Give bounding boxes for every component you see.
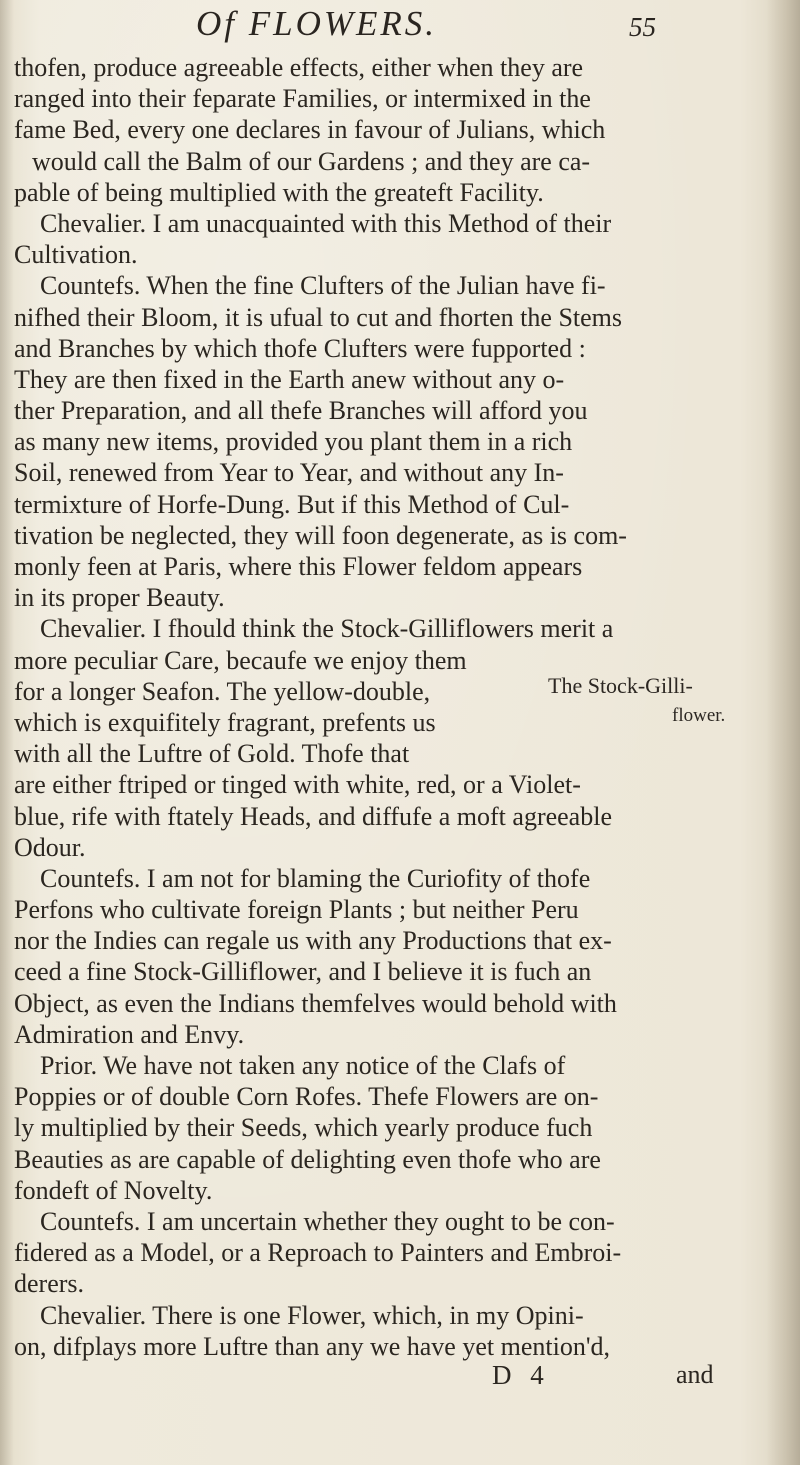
text-line xyxy=(0,1019,800,1050)
text-line xyxy=(0,1081,800,1112)
text-line-content: and Branches by which thofe Clufters were fupported : xyxy=(14,333,586,363)
text-line xyxy=(0,457,800,488)
text-line-content: Countefs. When the fine Clufters of the Julian have fi- xyxy=(40,271,606,301)
text-line-content: Object, as even the Indians themfelves would behold with xyxy=(14,988,617,1018)
page-number: 55 xyxy=(629,12,656,42)
text-line-content: Prior. We have not taken any notice of the Clafs of xyxy=(40,1051,566,1080)
text-line xyxy=(0,520,800,551)
text-line xyxy=(0,1112,800,1143)
running-head: Of FLOWERS. xyxy=(196,4,438,43)
text-line xyxy=(0,801,800,832)
text-line-content: fondeft of Novelty. xyxy=(14,1175,213,1205)
text-line-content: nifhed their Bloom, it is ufual to cut and fhorten the Stems xyxy=(14,302,623,332)
text-line-content: for a longer Seafon. The yellow-double, xyxy=(14,676,431,706)
text-line xyxy=(0,551,800,582)
text-line-content: Chevalier. I fhould think the Stock-Gilliflowers merit a xyxy=(40,614,614,644)
text-line-content: pable of being multiplied with the greateft Facility. xyxy=(14,177,544,207)
text-line-content: derers. xyxy=(14,1269,85,1299)
text-line xyxy=(0,832,800,863)
text-line xyxy=(0,1144,800,1175)
text-line-content: ther Preparation, and all thefe Branches will afford you xyxy=(14,396,588,426)
text-line xyxy=(0,988,800,1019)
text-line xyxy=(0,1300,800,1331)
text-line xyxy=(0,1237,800,1268)
text-line xyxy=(0,1175,800,1206)
text-line xyxy=(0,956,800,987)
text-line-content: fame Bed, every one declares in favour of Julians, which xyxy=(14,115,606,145)
text-line xyxy=(0,177,800,208)
text-line xyxy=(0,894,800,925)
margin-note-line: flower. xyxy=(672,705,726,726)
text-line-content: Poppies or of double Corn Rofes. Thefe Flowers are on- xyxy=(14,1082,599,1112)
text-line xyxy=(0,270,800,301)
text-line xyxy=(0,738,800,769)
text-line-content: Countefs. I am not for blaming the Curiofity of thofe xyxy=(40,863,591,893)
text-line-content: with all the Luftre of Gold. Thofe that xyxy=(14,739,410,769)
text-line xyxy=(0,395,800,426)
text-line xyxy=(0,1331,800,1362)
text-line xyxy=(0,925,800,956)
text-line-content: Beauties as are capable of delighting even thofe who are xyxy=(14,1144,601,1174)
text-line-content: as many new items, provided you plant them in a rich xyxy=(14,427,573,457)
page-footer xyxy=(0,1360,800,1400)
text-line-content: are either ftriped or tinged with white, red, or a Violet- xyxy=(14,770,581,800)
text-line xyxy=(0,645,800,676)
text-line xyxy=(0,582,800,613)
text-line xyxy=(0,1050,800,1081)
margin-note xyxy=(548,673,726,726)
text-line xyxy=(0,52,800,83)
text-line xyxy=(0,769,800,800)
text-line-content: Chevalier. I am unacquainted with this Method of their xyxy=(40,208,612,238)
text-line-content: blue, rife with ftately Heads, and diffufe a moft agreeable xyxy=(14,801,612,831)
text-line xyxy=(0,208,800,239)
text-line xyxy=(0,239,800,270)
text-line xyxy=(0,863,800,894)
text-line-content: fidered as a Model, or a Reproach to Painters and Embroi- xyxy=(14,1238,622,1268)
text-line-content: tivation be neglected, they will foon degenerate, as is com- xyxy=(14,520,627,550)
text-line-content: Admiration and Envy. xyxy=(14,1019,245,1049)
text-line-content: ly multiplied by their Seeds, which yearly produce fuch xyxy=(14,1113,593,1143)
text-line xyxy=(0,114,800,145)
text-line xyxy=(0,83,800,114)
text-line xyxy=(0,146,800,177)
text-line-content: monly feen at Paris, where this Flower feldom appears xyxy=(14,552,583,581)
text-line-content: nor the Indies can regale us with any Productions that ex- xyxy=(14,926,612,956)
text-line-content: Countefs. I am uncertain whether they ought to be con- xyxy=(40,1206,615,1236)
text-line xyxy=(0,364,800,395)
text-line-content: in its proper Beauty. xyxy=(14,583,225,613)
text-line-content: on, difplays more Luftre than any we have yet mention'd, xyxy=(14,1331,611,1361)
text-line-content: Cultivation. xyxy=(14,240,138,270)
text-line xyxy=(0,1206,800,1237)
text-line xyxy=(0,302,800,333)
text-line-content: Soil, renewed from Year to Year, and without any In- xyxy=(14,458,564,488)
text-line-content: which is exquifitely fragrant, prefents us xyxy=(14,707,436,737)
page-header xyxy=(0,4,800,50)
text-line-content: They are then fixed in the Earth anew without any o- xyxy=(14,364,565,394)
text-line-content: Perfons who cultivate foreign Plants ; but neither Peru xyxy=(14,895,579,925)
text-line-content: would call the Balm of our Gardens ; and they are ca- xyxy=(32,146,591,176)
text-line-content: ranged into their feparate Families, or intermixed in the xyxy=(14,84,591,114)
text-line-content: thofen, produce agreeable effects, either when they are xyxy=(14,53,584,82)
text-line xyxy=(0,613,800,644)
text-line-content: Chevalier. There is one Flower, which, in my Opini- xyxy=(40,1300,584,1330)
catchword: and xyxy=(676,1360,714,1389)
text-line xyxy=(0,333,800,364)
margin-note-line: The Stock-Gilli- xyxy=(548,673,693,698)
signature-mark: D 4 xyxy=(492,1360,550,1390)
text-line xyxy=(0,426,800,457)
text-line-content: more peculiar Care, becaufe we enjoy them xyxy=(14,645,467,675)
text-line-content: Odour. xyxy=(14,832,86,862)
text-line-content: termixture of Horfe-Dung. But if this Method of Cul- xyxy=(14,489,570,519)
text-line-content: ceed a fine Stock-Gilliflower, and I believe it is fuch an xyxy=(14,957,592,987)
text-line xyxy=(0,1268,800,1299)
text-line xyxy=(0,489,800,520)
